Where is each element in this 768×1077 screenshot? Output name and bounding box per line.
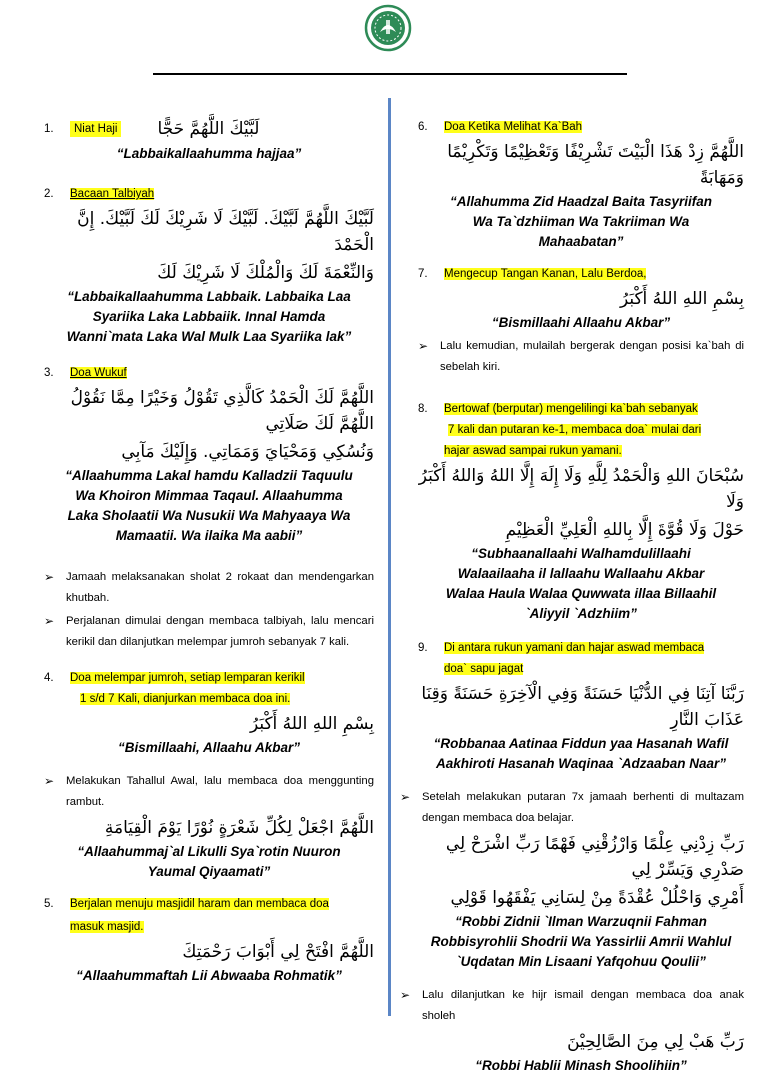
transliteration: Syariika Laka Labbaiik. Innal Hamda: [92, 309, 326, 324]
section-title-cont: 7 kali dan putaran ke-1, membaca doa` mulai dari: [448, 424, 702, 436]
arrow-bullet-icon: ➢: [44, 774, 55, 788]
transliteration: Wa Khoiron Mimmaa Taqaul. Allaahumma: [75, 488, 343, 503]
arrow-bullet-icon: ➢: [400, 790, 411, 804]
section-number: 4.: [44, 672, 54, 684]
transliteration: Walaa Haula Walaa Quwwata illaa Billaahil: [445, 586, 717, 601]
transliteration: Wa Ta`dzhiiman Wa Takriiman Wa: [472, 214, 690, 229]
transliteration: Mamaatii. Wa ilaika Ma aabii”: [115, 528, 303, 543]
list-item: ➢ Jamaah melaksanakan sholat 2 rokaat dan mendengarkan khutbah.: [44, 567, 374, 609]
section-title-cont: hajar aswad sampai rukun yamani.: [444, 445, 622, 457]
section-mengecup-tangan: [418, 265, 744, 378]
column-divider: [388, 98, 391, 1016]
arabic-text: وَنُسُكِي وَمَحْيَايَ وَمَمَاتِي. وَإِلَيْكَ مَآبِي: [121, 442, 374, 462]
transliteration: “Bismillaahi, Allaahu Akbar”: [117, 740, 301, 755]
list-item: ➢ Lalu kemudian, mulailah bergerak dengan posisi ka`bah di sebelah kiri.: [418, 336, 744, 378]
transliteration: “Labbaikallaahumma Labbaik. Labbaika Laa: [67, 289, 351, 304]
transliteration: `Uqdatan Min Lisaani Yafqohuu Qoulii”: [456, 954, 706, 969]
left-column: [44, 112, 374, 987]
section-title-cont: masuk masjid.: [70, 921, 144, 933]
section-title: Niat Haji: [70, 121, 121, 137]
arabic-text: وَالنِّعْمَةَ لَكَ وَالْمُلْكَ لَا شَرِيْكَ لَكَ: [157, 263, 374, 283]
transliteration: “Robbanaa Aatinaa Fiddun yaa Hasanah Wafil: [433, 736, 729, 751]
arabic-text: بِسْمِ اللهِ اللهُ أَكْبَرُ: [619, 289, 744, 309]
section-title: Mengecup Tangan Kanan, Lalu Berdoa,: [444, 268, 647, 280]
list-item: ➢ Melakukan Tahallul Awal, lalu membaca doa menggunting rambut.: [44, 771, 374, 813]
transliteration: Yaumal Qiyaamati”: [147, 864, 271, 879]
section-number: 5.: [44, 898, 54, 910]
section-towaf: [418, 400, 744, 623]
section-title: Doa Wukuf: [70, 367, 127, 379]
section-title: Bertowaf (berputar) mengelilingi ka`bah sebanyak: [444, 403, 698, 415]
logo-emblem: [364, 4, 412, 52]
transliteration: Aakhiroti Hasanah Waqinaa `Adzaaban Naar”: [435, 756, 727, 771]
transliteration: Wanni`mata Laka Wal Mulk Laa Syariika lak”: [66, 329, 352, 344]
section-sapu-jagat: [418, 639, 744, 773]
arabic-text: بِسْمِ اللهِ اللهُ أَكْبَرُ: [249, 714, 374, 734]
transliteration: Robbisyrohlii Shodrii Wa Yassirlii Amrii Wahlul: [430, 934, 732, 949]
arabic-text: لَبَّيْكَ اللَّهُمَّ حَجًّا: [157, 119, 260, 139]
list-item: ➢ Setelah melakukan putaran 7x jamaah berhenti di multazam dengan membaca doa belajar.: [400, 787, 744, 829]
arabic-text: سُبْحَانَ اللهِ وَالْحَمْدُ لِلَّهِ وَلَا إِلَهَ إِلَّا اللهُ وَاللهُ أَكْبَرُ وَلَا: [418, 466, 744, 512]
section-title-cont: doa` sapu jagat: [444, 663, 524, 675]
arabic-text: اللَّهُمَّ اجْعَلْ لِكُلِّ شَعْرَةٍ نُوْرًا يَوْمَ الْقِيَامَةِ: [104, 818, 374, 838]
transliteration: `Aliyyil `Adzhiim”: [525, 606, 637, 621]
arabic-text: اللَّهُمَّ لَكَ الْحَمْدُ كَالَّذِي تَقُوْلُ وَخَيْرًا مِمَّا نَقُوْلُ اللَّهُمَّ لَكَ صَلَاتِي: [70, 388, 374, 434]
transliteration: “Robbi Zidnii `Ilman Warzuqnii Fahman: [455, 914, 707, 929]
section-title: Bacaan Talbiyah: [70, 188, 155, 200]
arrow-bullet-icon: ➢: [418, 339, 429, 353]
section-jumroh: [44, 669, 374, 757]
transliteration: “Allaahummaftah Lii Abwaaba Rohmatik”: [76, 968, 342, 983]
arrow-bullet-icon: ➢: [400, 988, 411, 1002]
section-number: 6.: [418, 121, 428, 133]
transliteration: Mahaabatan”: [538, 234, 624, 249]
arabic-text: اللَّهُمَّ افْتَحْ لِي أَبْوَابَ رَحْمَتِكَ: [182, 942, 374, 962]
section-number: 9.: [418, 642, 428, 654]
list-item: ➢ Lalu dilanjutkan ke hijr ismail dengan membaca doa anak sholeh: [400, 985, 744, 1027]
transliteration: Walaailaaha il lallaahu Wallaahu Akbar: [457, 566, 705, 581]
arabic-text: لَبَّيْكَ اللَّهُمَّ لَبَّيْكَ. لَبَّيْكَ لَا شَرِيْكَ لَكَ لَبَّيْكَ. إِنَّ الْحَمْدَ: [77, 209, 374, 255]
transliteration: “Bismillaahi Allaahu Akbar”: [491, 315, 671, 330]
section-title: Doa Ketika Melihat Ka`Bah: [444, 121, 583, 133]
section-number: 2.: [44, 188, 54, 200]
section-doa-wukuf: [44, 364, 374, 545]
section-number: 8.: [418, 403, 428, 415]
header-rule: [153, 73, 627, 75]
arrow-bullet-icon: ➢: [44, 614, 55, 628]
section-talbiyah: [44, 185, 374, 346]
section-title: Berjalan menuju masjidil haram dan membaca doa: [70, 898, 329, 910]
arabic-text: رَبَّنَا آتِنَا فِي الدُّنْيَا حَسَنَةً وَفِي الْآخِرَةِ حَسَنَةً وَقِنَا عَذَابَ النَّارِ: [421, 684, 744, 730]
transliteration: “Allaahumma Lakal hamdu Kalladzii Taquulu: [65, 468, 353, 483]
arabic-text: رَبِّ هَبْ لِي مِنَ الصَّالِحِيْنَ: [567, 1032, 744, 1052]
arabic-text: حَوْلَ وَلَا قُوَّةَ إِلَّا بِاللهِ الْعَلِيِّ الْعَظِيْمِ: [505, 520, 744, 540]
arabic-text: رَبِّ زِدْنِي عِلْمًا وَارْزُقْنِي فَهْمًا رَبِّ اشْرَحْ لِي صَدْرِي وَيَسِّرْ لِي: [445, 834, 744, 880]
transliteration: “Robbi Hablii Minash Shoolihiin”: [475, 1058, 687, 1073]
transliteration: “Allaahummaj`al Likulli Sya`rotin Nuuron: [77, 844, 341, 859]
transliteration: “Subhaanallaahi Walhamdulillaahi: [471, 546, 691, 561]
arabic-text: أَمْرِي وَاحْلُلْ عُقْدَةً مِنْ لِسَانِي يَفْقَهُوا قَوْلِي: [450, 888, 744, 908]
section-title-cont: 1 s/d 7 Kali, dianjurkan membaca doa ini.: [80, 693, 291, 705]
transliteration: Laka Sholaatii Wa Nusukii Wa Mahyaaya Wa: [67, 508, 351, 523]
section-niat-haji: [44, 119, 374, 163]
section-number: 7.: [418, 268, 428, 280]
section-masuk-masjid: [44, 895, 374, 985]
transliteration: “Allahumma Zid Haadzal Baita Tasyriifan: [449, 194, 713, 209]
section-melihat-kabah: [418, 118, 744, 251]
list-item: ➢ Perjalanan dimulai dengan membaca talbiyah, lalu mencari kerikil dan dilanjutkan melempar jumroh sebanyak 7 kali.: [44, 611, 374, 653]
transliteration: “Labbaikallaahumma hajjaa”: [116, 146, 302, 161]
section-title: Doa melempar jumroh, setiap lemparan kerikil: [70, 672, 305, 684]
section-number: 1.: [44, 123, 54, 135]
arabic-text: اللَّهُمَّ زِدْ هَذَا الْبَيْتَ تَشْرِيْفًا وَتَعْظِيْمًا وَتَكْرِيْمًا وَمَهَابَةً: [447, 142, 744, 188]
section-number: 3.: [44, 367, 54, 379]
section-title: Di antara rukun yamani dan hajar aswad membaca: [444, 642, 705, 654]
right-column: [400, 112, 744, 1077]
arrow-bullet-icon: ➢: [44, 570, 55, 584]
